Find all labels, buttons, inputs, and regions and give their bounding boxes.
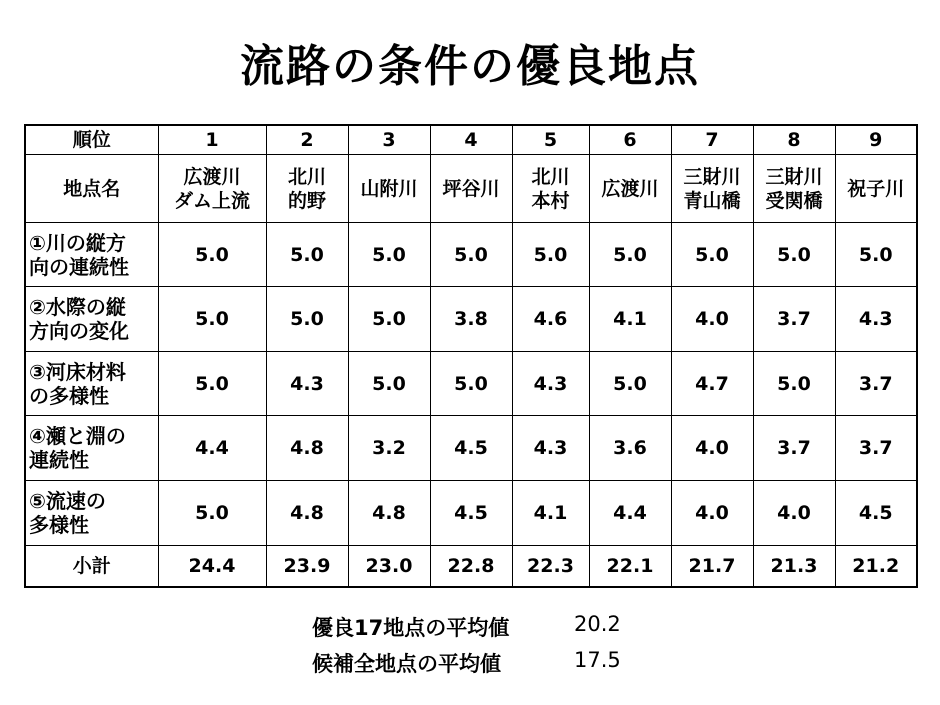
- rank-cell: 8: [753, 125, 835, 155]
- score-cell: 4.6: [512, 287, 589, 352]
- site-name-cell: 坪谷川: [430, 155, 512, 223]
- rank-cell: 2: [266, 125, 348, 155]
- subtotal-cell: 24.4: [158, 545, 266, 587]
- subtotal-cell: 22.8: [430, 545, 512, 587]
- subtotal-cell: 21.3: [753, 545, 835, 587]
- site-name-cell: 三財川 青山橋: [671, 155, 753, 223]
- subtotal-label: 小計: [25, 545, 158, 587]
- score-cell: 4.0: [671, 287, 753, 352]
- excellent-average-label: 優良17地点の平均値: [312, 616, 510, 640]
- score-cell: 4.3: [266, 351, 348, 416]
- score-cell: 4.7: [671, 351, 753, 416]
- site-name-cell: 三財川 受関橋: [753, 155, 835, 223]
- excellent-average: [312, 612, 621, 642]
- score-cell: 4.1: [512, 481, 589, 546]
- site-name-cell: 広渡川 ダム上流: [158, 155, 266, 223]
- score-cell: 4.3: [512, 416, 589, 481]
- score-cell: 5.0: [266, 222, 348, 287]
- criterion-row: [25, 222, 917, 287]
- criterion-label: ②水際の縦 方向の変化: [25, 287, 158, 352]
- criterion-row: [25, 287, 917, 352]
- score-cell: 4.3: [512, 351, 589, 416]
- score-cell: 3.7: [835, 416, 917, 481]
- subtotal-row: [25, 545, 917, 587]
- score-cell: 5.0: [512, 222, 589, 287]
- score-cell: 3.7: [753, 416, 835, 481]
- rank-cell: 3: [348, 125, 430, 155]
- candidate-average: [312, 648, 621, 678]
- score-cell: 5.0: [589, 351, 671, 416]
- criterion-row: [25, 481, 917, 546]
- criterion-label: ③河床材料 の多様性: [25, 351, 158, 416]
- site-name-cell: 山附川: [348, 155, 430, 223]
- rank-cell: 4: [430, 125, 512, 155]
- score-cell: 5.0: [158, 351, 266, 416]
- ranking-table: [24, 124, 918, 588]
- score-cell: 5.0: [671, 222, 753, 287]
- subtotal-cell: 22.1: [589, 545, 671, 587]
- rank-cell: 7: [671, 125, 753, 155]
- score-cell: 4.0: [671, 481, 753, 546]
- score-cell: 5.0: [158, 287, 266, 352]
- score-cell: 4.8: [348, 481, 430, 546]
- subtotal-cell: 21.2: [835, 545, 917, 587]
- site-name-cell: 祝子川: [835, 155, 917, 223]
- subtotal-cell: 23.0: [348, 545, 430, 587]
- criterion-label: ⑤流速の 多様性: [25, 481, 158, 546]
- score-cell: 4.0: [753, 481, 835, 546]
- score-cell: 3.7: [753, 287, 835, 352]
- subtotal-cell: 21.7: [671, 545, 753, 587]
- page-title: 流路の条件の優良地点: [240, 41, 700, 92]
- score-cell: 5.0: [348, 287, 430, 352]
- score-cell: 4.8: [266, 416, 348, 481]
- score-cell: 3.7: [835, 351, 917, 416]
- excellent-average-value: 20.2: [574, 612, 621, 636]
- rank-cell: 1: [158, 125, 266, 155]
- site-name-header: 地点名: [25, 155, 158, 223]
- score-cell: 5.0: [430, 351, 512, 416]
- candidate-average-value: 17.5: [574, 648, 621, 672]
- site-name-cell: 北川 本村: [512, 155, 589, 223]
- score-cell: 4.3: [835, 287, 917, 352]
- score-cell: 5.0: [348, 351, 430, 416]
- rank-row: [25, 125, 917, 155]
- subtotal-cell: 22.3: [512, 545, 589, 587]
- score-cell: 3.8: [430, 287, 512, 352]
- score-cell: 3.6: [589, 416, 671, 481]
- criterion-label: ①川の縦方 向の連続性: [25, 222, 158, 287]
- score-cell: 4.4: [158, 416, 266, 481]
- score-cell: 5.0: [158, 481, 266, 546]
- site-name-cell: 北川 的野: [266, 155, 348, 223]
- subtotal-cell: 23.9: [266, 545, 348, 587]
- score-cell: 5.0: [589, 222, 671, 287]
- rank-cell: 9: [835, 125, 917, 155]
- criterion-row: [25, 351, 917, 416]
- rank-cell: 6: [589, 125, 671, 155]
- score-cell: 4.1: [589, 287, 671, 352]
- score-cell: 5.0: [430, 222, 512, 287]
- score-cell: 5.0: [753, 351, 835, 416]
- score-cell: 5.0: [835, 222, 917, 287]
- criterion-row: [25, 416, 917, 481]
- site-name-row: [25, 155, 917, 223]
- score-cell: 3.2: [348, 416, 430, 481]
- score-cell: 4.0: [671, 416, 753, 481]
- score-cell: 5.0: [753, 222, 835, 287]
- candidate-average-label: 候補全地点の平均値: [312, 652, 501, 676]
- score-cell: 4.8: [266, 481, 348, 546]
- criterion-label: ④瀬と淵の 連続性: [25, 416, 158, 481]
- score-cell: 4.5: [430, 416, 512, 481]
- site-name-cell: 広渡川: [589, 155, 671, 223]
- score-cell: 4.5: [430, 481, 512, 546]
- rank-cell: 5: [512, 125, 589, 155]
- score-cell: 4.4: [589, 481, 671, 546]
- score-cell: 4.5: [835, 481, 917, 546]
- rank-header: 順位: [25, 125, 158, 155]
- score-cell: 5.0: [158, 222, 266, 287]
- score-cell: 5.0: [348, 222, 430, 287]
- score-cell: 5.0: [266, 287, 348, 352]
